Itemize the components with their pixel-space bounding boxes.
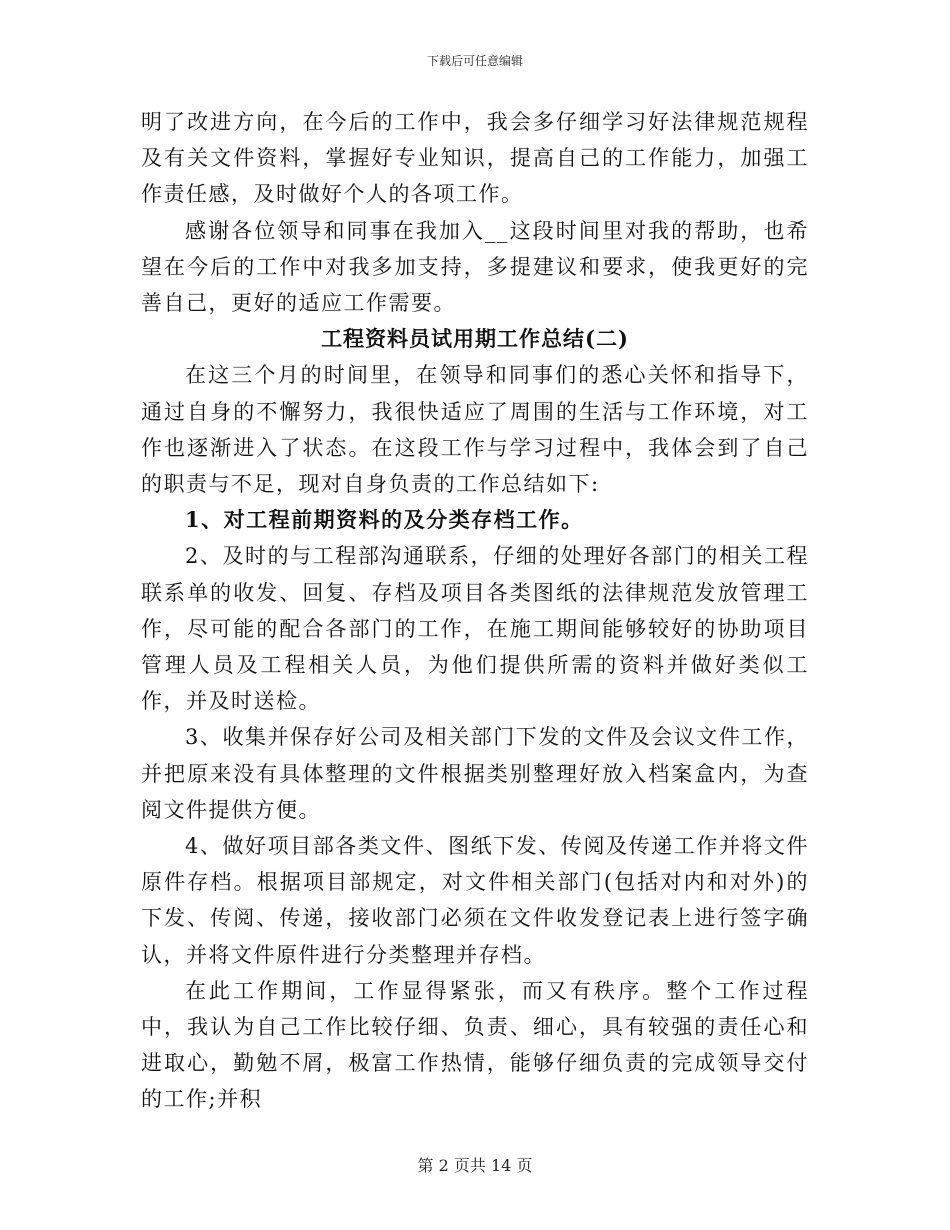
section-title: 工程资料员试用期工作总结(二) [321,326,629,352]
list-item-3: 3、收集并保存好公司及相关部门下发的文件及会议文件工作，并把原来没有具体整理的文件根据类别整理好放入档案盒内，为查阅文件提供方便。 [141,725,809,822]
page-footer: 第 2 页共 14 页 [417,1156,533,1175]
list-item-2: 2、及时的与工程部沟通联系，仔细的处理好各部门的相关工程联系单的收发、回复、存档及项目各类图纸的法律规范发放管理工作，尽可能的配合各部门的工作，在施工期间能够较好的协助项目管理人员及工程相关人员，为他们提供所需的资料并做好类似工作，并及时送检。 [141,544,809,714]
page-header: 下载后可任意编辑 [426,54,523,68]
list-item-1: 1、对工程前期资料的及分类存档工作。 [185,507,584,533]
paragraph-4: 在此工作期间，工作显得紧张，而又有秩序。整个工作过程中，我认为自己工作比较仔细、负责、细心，具有较强的责任心和进取心，勤勉不屑，极富工作热情，能够仔细负责的完成领导交付的工作;并积 [141,978,809,1112]
paragraph-3: 在这三个月的时间里，在领导和同事们的悉心关怀和指导下，通过自身的不懈努力，我很快适应了周围的生活与工作环境，对工作也逐渐进入了状态。在这段工作与学习过程中，我体会到了自己的职责与不足，现对自身负责的工作总结如下: [141,363,809,497]
paragraph-2: 感谢各位领导和同事在我加入__这段时间里对我的帮助，也希望在今后的工作中对我多加支持，多提建议和要求，使我更好的完善自己，更好的适应工作需要。 [141,218,809,316]
document-body [141,104,809,1118]
list-item-4: 4、做好项目部各类文件、图纸下发、传阅及传递工作并将文件原件存档。根据项目部规定，对文件相关部门(包括对内和对外)的下发、传阅、传递，接收部门必须在文件收发登记表上进行签字确认，并将文件原件进行分类整理并存档。 [141,834,809,967]
paragraph-1: 明了改进方向，在今后的工作中，我会多仔细学习好法律规范规程及有关文件资料，掌握好专业知识，提高自己的工作能力，加强工作责任感，及时做好个人的各项工作。 [141,110,809,207]
